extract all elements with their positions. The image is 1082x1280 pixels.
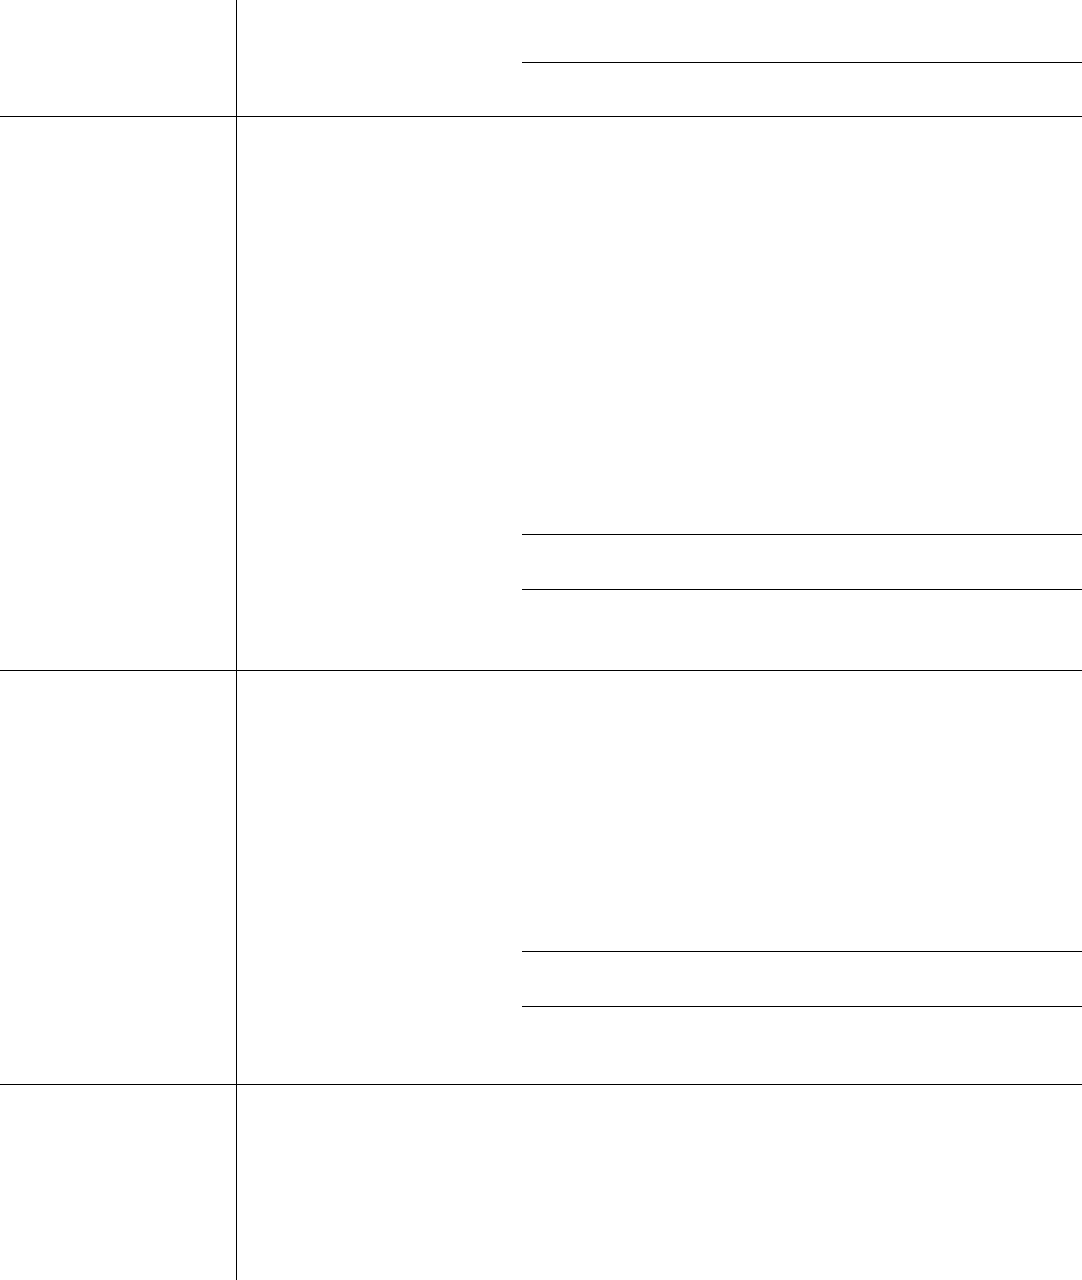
pair-divider <box>522 1006 1082 1007</box>
pair-divider <box>522 62 1082 63</box>
column-divider <box>236 670 237 1084</box>
block-divider <box>0 116 1082 117</box>
block-divider <box>0 670 1082 671</box>
column-divider <box>236 0 237 116</box>
pair-divider <box>522 589 1082 590</box>
block-divider <box>0 1084 1082 1085</box>
column-divider <box>236 116 237 670</box>
pair-divider <box>522 951 1082 952</box>
pair-divider <box>522 534 1082 535</box>
column-divider <box>236 1084 237 1280</box>
